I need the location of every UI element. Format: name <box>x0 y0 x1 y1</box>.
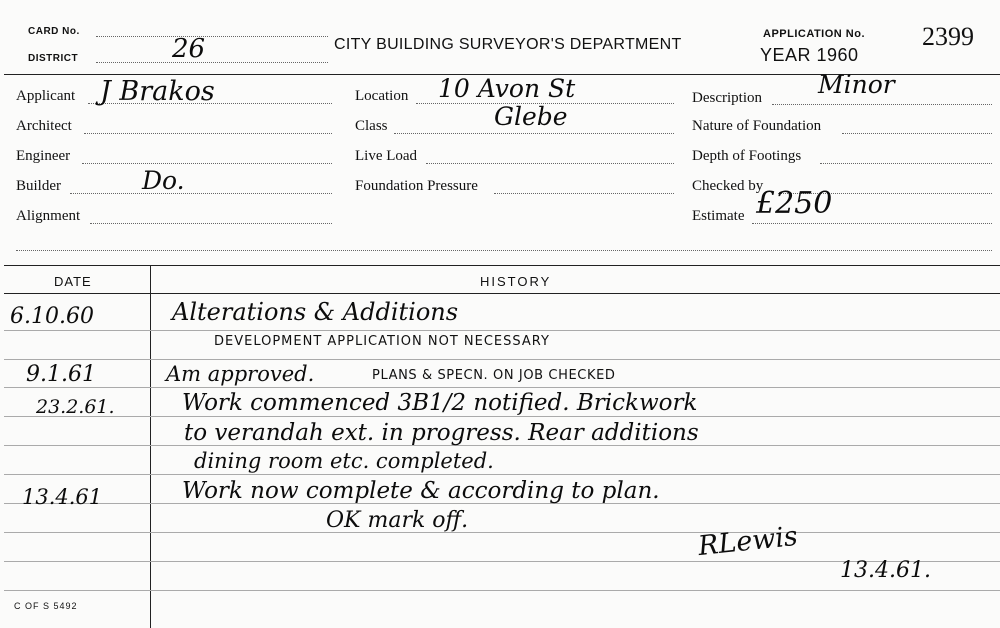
plans-checked-stamp: PLANS & SPECN. ON JOB CHECKED <box>372 368 616 383</box>
application-no-label: APPLICATION No. <box>763 28 866 40</box>
history-header: HISTORY <box>480 274 552 289</box>
nature-of-foundation-label: Nature of Foundation <box>692 118 822 134</box>
district-value: 26 <box>172 34 206 64</box>
foundation-pressure-label: Foundation Pressure <box>355 178 478 194</box>
history-text: Am approved. <box>166 362 315 386</box>
history-date: 9.1.61 <box>26 362 96 387</box>
history-date: 23.2.61. <box>36 396 115 418</box>
history-text: to verandah ext. in progress. Rear additions <box>184 420 699 446</box>
fields-bottom-line <box>16 250 992 251</box>
class-value: Glebe <box>494 102 568 131</box>
history-text: Work commenced 3B1/2 notified. Brickwork <box>182 390 698 416</box>
card-no-label: CARD No. <box>28 26 80 37</box>
date-header: DATE <box>54 274 92 289</box>
history-date: 13.4.61 <box>22 485 103 509</box>
estimate-value: £250 <box>756 186 833 221</box>
estimate-label: Estimate <box>692 208 745 224</box>
district-line <box>96 62 328 63</box>
description-label: Description <box>692 90 762 106</box>
history-text: dining room etc. completed. <box>194 449 494 473</box>
engineer-label: Engineer <box>16 148 71 164</box>
form-number: C OF S 5492 <box>14 601 78 611</box>
applicant-value: J Brakos <box>100 76 215 107</box>
builder-label: Builder <box>16 178 61 194</box>
history-text: Work now complete & according to plan. <box>182 478 660 504</box>
depth-of-footings-label: Depth of Footings <box>692 148 802 164</box>
development-stamp: DEVELOPMENT APPLICATION NOT NECESSARY <box>214 334 550 349</box>
history-text: OK mark off. <box>326 508 469 533</box>
history-text: Alterations & Additions <box>172 298 459 326</box>
location-label: Location <box>355 88 409 104</box>
live-load-label: Live Load <box>355 148 418 164</box>
alignment-label: Alignment <box>16 208 81 224</box>
department-title: CITY BUILDING SURVEYOR'S DEPARTMENT <box>334 36 682 53</box>
year-label: YEAR 1960 <box>760 45 859 65</box>
checked-by-label: Checked by <box>692 178 764 194</box>
application-no-value: 2399 <box>922 22 974 51</box>
history-date: 6.10.60 <box>10 304 94 329</box>
description-value: Minor <box>818 70 895 99</box>
applicant-label: Applicant <box>16 88 76 104</box>
signature-date: 13.4.61. <box>840 558 931 583</box>
district-label: DISTRICT <box>28 53 79 64</box>
location-value: 10 Avon St <box>438 74 576 103</box>
date-column-divider <box>150 266 151 628</box>
surveyor-signature: RLewis <box>696 520 800 563</box>
history-top-rule <box>4 265 1000 266</box>
builder-value: Do. <box>142 166 185 195</box>
card-no-line <box>96 36 328 37</box>
architect-label: Architect <box>16 118 72 134</box>
class-label: Class <box>355 118 388 134</box>
history-header-rule <box>4 293 1000 294</box>
